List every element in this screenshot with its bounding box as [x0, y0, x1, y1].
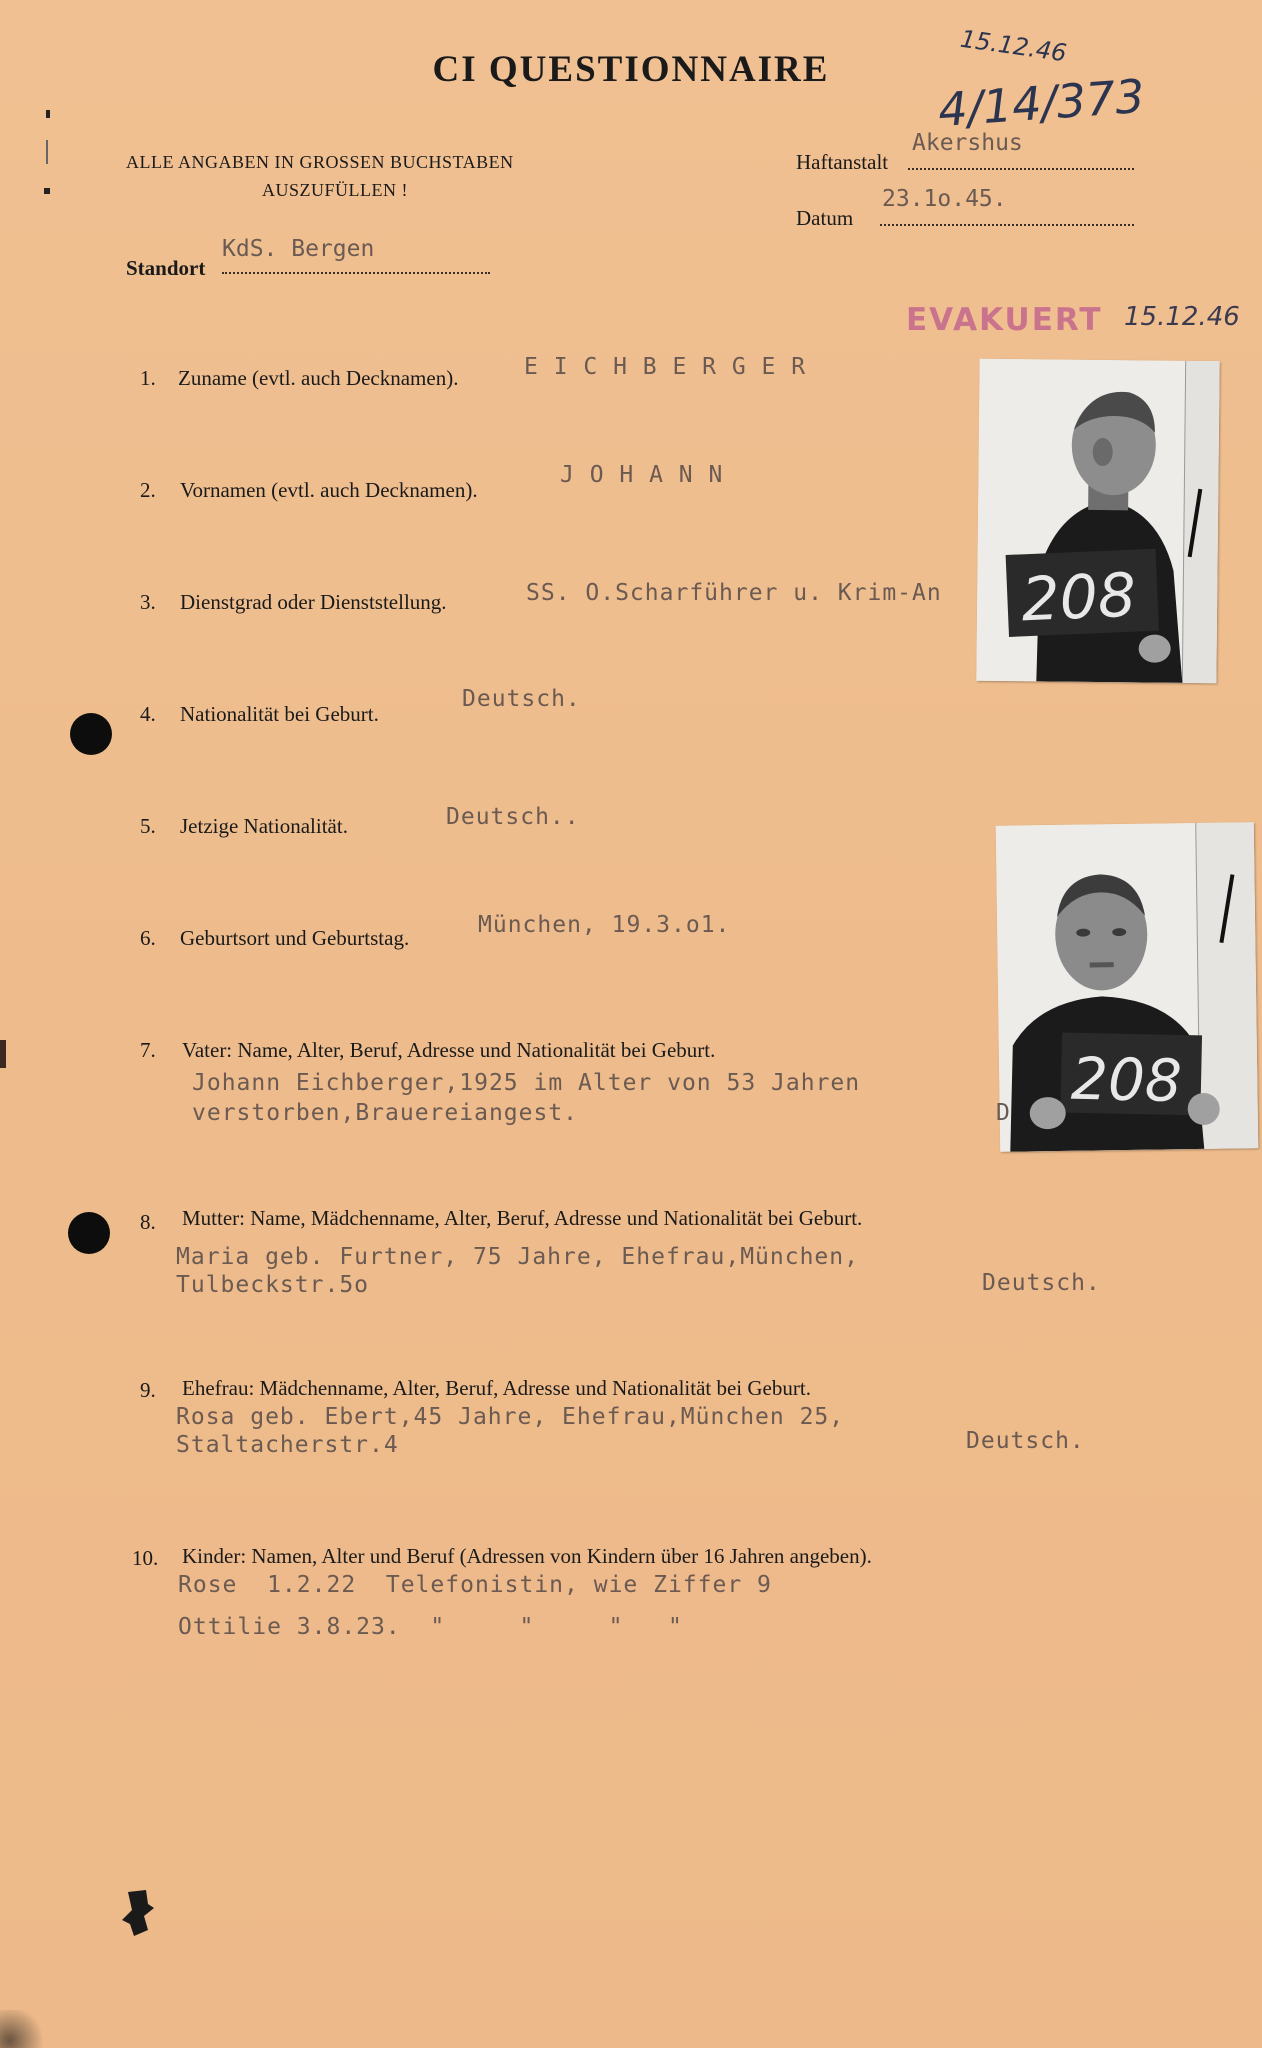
q8-nationality: Deutsch.: [982, 1270, 1101, 1296]
margin-mark: [0, 1040, 6, 1068]
standort-value: KdS. Bergen: [222, 236, 375, 262]
q10-line-1: Rose 1.2.22 Telefonistin, wie Ziffer 9: [178, 1572, 772, 1598]
q7-label: Vater: Name, Alter, Beruf, Adresse und Nationalität bei Geburt.: [182, 1038, 716, 1062]
q4-value: Deutsch.: [462, 686, 581, 712]
front-board-number: 208: [1070, 1044, 1183, 1116]
q8-label: Mutter: Name, Mädchenname, Alter, Beruf, Adresse und Nationalität bei Geburt.: [182, 1206, 863, 1230]
handwritten-date: 15.12.46: [958, 24, 1069, 68]
margin-mark: [46, 110, 50, 118]
q7-line-1: Johann Eichberger,1925 im Alter von 53 Jahren: [192, 1070, 861, 1096]
standort-label: Standort: [126, 256, 206, 280]
evakuert-stamp: EVAKUERT: [906, 302, 1103, 338]
haftanstalt-label: Haftanstalt: [796, 150, 889, 174]
q4-number: 4.: [140, 702, 156, 726]
q1-label: Zuname (evtl. auch Decknamen).: [178, 366, 459, 390]
q3-value: SS. O.Scharführer u. Krim-An: [526, 580, 942, 606]
q7-number: 7.: [140, 1038, 156, 1062]
haftanstalt-value: Akershus: [912, 130, 1023, 156]
profile-photo: [976, 359, 1219, 683]
q10-number: 10.: [132, 1546, 159, 1570]
q1-value: E I C H B E R G E R: [524, 354, 807, 380]
q2-number: 2.: [140, 478, 156, 502]
datum-line: [880, 224, 1134, 226]
instruction-line-1: ALLE ANGABEN IN GROSSEN BUCHSTABEN: [126, 152, 514, 172]
q8-line-1: Maria geb. Furtner, 75 Jahre, Ehefrau,München,: [176, 1244, 859, 1270]
q4-label: Nationalität bei Geburt.: [180, 702, 379, 726]
stamp-handwritten-date: 15.12.46: [1124, 302, 1240, 332]
q8-number: 8.: [140, 1210, 156, 1234]
profile-board-number: 208: [1020, 560, 1138, 636]
q10-label: Kinder: Namen, Alter und Beruf (Adressen von Kindern über 16 Jahren angeben).: [182, 1544, 872, 1568]
q1-number: 1.: [140, 366, 156, 390]
q5-number: 5.: [140, 814, 156, 838]
q2-label: Vornamen (evtl. auch Decknamen).: [180, 478, 478, 502]
q9-label: Ehefrau: Mädchenname, Alter, Beruf, Adresse und Nationalität bei Geburt.: [182, 1376, 811, 1400]
q5-value: Deutsch..: [446, 804, 580, 830]
front-photo: [996, 822, 1259, 1152]
q10-line-2: Ottilie 3.8.23. " " " ": [178, 1614, 683, 1640]
punch-hole-bottom: [68, 1212, 110, 1254]
q2-value: J O H A N N: [560, 462, 724, 488]
q3-label: Dienstgrad oder Dienststellung.: [180, 590, 447, 614]
q8-line-2: Tulbeckstr.5o: [176, 1272, 370, 1298]
q6-label: Geburtsort und Geburtstag.: [180, 926, 410, 950]
q9-number: 9.: [140, 1378, 156, 1402]
datum-value: 23.1o.45.: [882, 186, 1007, 212]
datum-label: Datum: [796, 206, 854, 230]
q5-label: Jetzige Nationalität.: [180, 814, 348, 838]
margin-mark: [44, 188, 50, 194]
haftanstalt-line: [908, 168, 1134, 170]
q3-number: 3.: [140, 590, 156, 614]
punch-hole-top: [70, 713, 112, 755]
q9-line-1: Rosa geb. Ebert,45 Jahre, Ehefrau,München 25,: [176, 1404, 845, 1430]
instruction-line-2: AUSZUFÜLLEN !: [262, 180, 408, 200]
ink-smudge: [118, 1886, 158, 1940]
margin-mark: [46, 140, 48, 164]
standort-line: [222, 272, 490, 274]
q6-value: München, 19.3.o1.: [478, 912, 731, 938]
q6-number: 6.: [140, 926, 156, 950]
q7-nationality: D: [996, 1100, 1011, 1126]
q9-nationality: Deutsch.: [966, 1428, 1085, 1454]
corner-wear: [0, 2010, 48, 2048]
page-title: CI QUESTIONNAIRE: [432, 49, 830, 90]
q9-line-2: Staltacherstr.4: [176, 1432, 399, 1458]
handwritten-reference: 4/14/373: [936, 68, 1147, 138]
q7-line-2: verstorben,Brauereiangest.: [192, 1100, 579, 1126]
